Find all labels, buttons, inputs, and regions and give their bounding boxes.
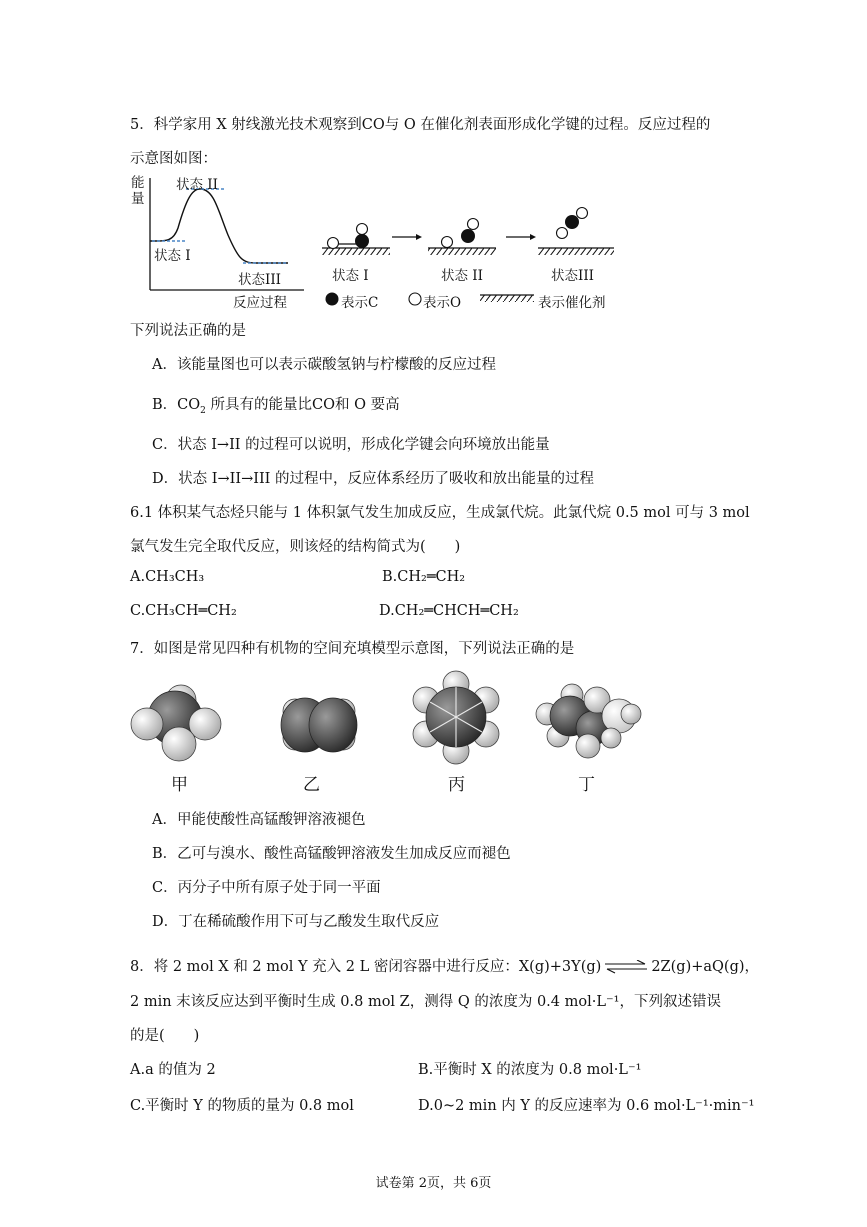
legend-c-label: 表示C xyxy=(341,295,379,311)
q5-option-d: D．状态 I→II→III 的过程中，反应体系经历了吸收和放出能量的过程 xyxy=(152,471,595,487)
energy-state3-label: 状态III xyxy=(238,272,281,288)
legend-catalyst-label: 表示催化剂 xyxy=(538,295,606,311)
q7-option-d: D．丁在稀硫酸作用下可与乙酸发生取代反应 xyxy=(152,914,440,930)
q5-option-b: B．$CO_2$ 所具有的能量比CO和 O 要高 xyxy=(152,397,400,416)
energy-y-label: 能量 xyxy=(131,175,145,207)
q6-option-a: A.CH₃CH₃ xyxy=(130,569,205,585)
q8-option-c: C.平衡时 Y 的物质的量为 0.8 mol xyxy=(130,1098,354,1114)
q8-stem-line2: 2 min 末该反应达到平衡时生成 0.8 mol Z，测得 Q 的浓度为 0.4 mol·L⁻¹，下列叙述错误 xyxy=(130,994,721,1010)
model-label-ding: 丁 xyxy=(578,775,595,795)
q6-stem-line2: 氯气发生完全取代反应，则该烃的结构简式为( ) xyxy=(130,539,461,555)
energy-state1-label: 状态 I xyxy=(154,248,191,264)
model-label-jia: 甲 xyxy=(171,775,188,795)
process-state1-label: 状态 I xyxy=(332,268,369,284)
q6-stem-line1: 6.1 体积某气态烃只能与 1 体积氯气发生加成反应，生成氯代烷。此氯代烷 0.5 mol 可与 3 mol xyxy=(130,505,750,521)
q5-stem-line2: 示意图如图： xyxy=(130,151,217,167)
q6-option-c: C.CH₃CH═CH₂ xyxy=(130,603,237,619)
q7-option-b: B．乙可与溴水、酸性高锰酸钾溶液发生加成反应而褪色 xyxy=(152,846,511,862)
process-diagram xyxy=(310,200,630,260)
q5-prompt: 下列说法正确的是 xyxy=(130,323,246,339)
legend-o-label: 表示O xyxy=(423,295,462,311)
model-label-bing: 丙 xyxy=(448,775,465,795)
energy-state2-label: 状态 II xyxy=(176,177,218,193)
energy-diagram xyxy=(128,170,308,310)
energy-x-label: 反应过程 xyxy=(233,295,287,311)
q6-option-b: B.CH₂═CH₂ xyxy=(382,569,466,585)
q5-stem-line1: 5．科学家用 X 射线激光技术观察到CO与 O 在催化剂表面形成化学键的过程。反应过程的 xyxy=(130,117,711,133)
equilibrium-arrow-icon xyxy=(603,960,649,974)
molecule-models xyxy=(125,668,645,768)
legend-c-icon xyxy=(325,292,339,306)
q5-option-a: A．该能量图也可以表示碳酸氢钠与柠檬酸的反应过程 xyxy=(152,357,496,373)
q8-option-d: D.0~2 min 内 Y 的反应速率为 0.6 mol·L⁻¹·min⁻¹ xyxy=(418,1098,755,1114)
ethylene-model xyxy=(281,698,357,752)
model-label-yi: 乙 xyxy=(303,775,320,795)
process-state2-label: 状态 II xyxy=(441,268,483,284)
legend-o-icon xyxy=(408,292,422,306)
ethanol-model xyxy=(536,684,641,758)
q7-option-c: C．丙分子中所有原子处于同一平面 xyxy=(152,880,381,896)
q8-option-b: B.平衡时 X 的浓度为 0.8 mol·L⁻¹ xyxy=(418,1062,642,1078)
benzene-model xyxy=(413,671,499,764)
q8-stem-line1: 8．将 2 mol X 和 2 mol Y 充入 2 L 密闭容器中进行反应：X(g)+3Y(g) 2Z(g)+aQ(g)， xyxy=(130,959,760,975)
q5-option-c: C．状态 I→II 的过程可以说明，形成化学键会向环境放出能量 xyxy=(152,437,550,453)
legend-catalyst-icon xyxy=(480,293,534,303)
q7-stem: 7．如图是常见四种有机物的空间充填模型示意图，下列说法正确的是 xyxy=(130,641,575,657)
q7-option-a: A．甲能使酸性高锰酸钾溶液褪色 xyxy=(152,812,366,828)
methane-model xyxy=(131,685,221,761)
page-footer: 试卷第 2页，共 6页 xyxy=(375,1176,492,1191)
q8-option-a: A.a 的值为 2 xyxy=(130,1062,216,1078)
process-state3-label: 状态III xyxy=(551,268,594,284)
q8-stem-line3: 的是( ) xyxy=(130,1028,200,1044)
q6-option-d: D.CH₂═CHCH═CH₂ xyxy=(379,603,519,619)
